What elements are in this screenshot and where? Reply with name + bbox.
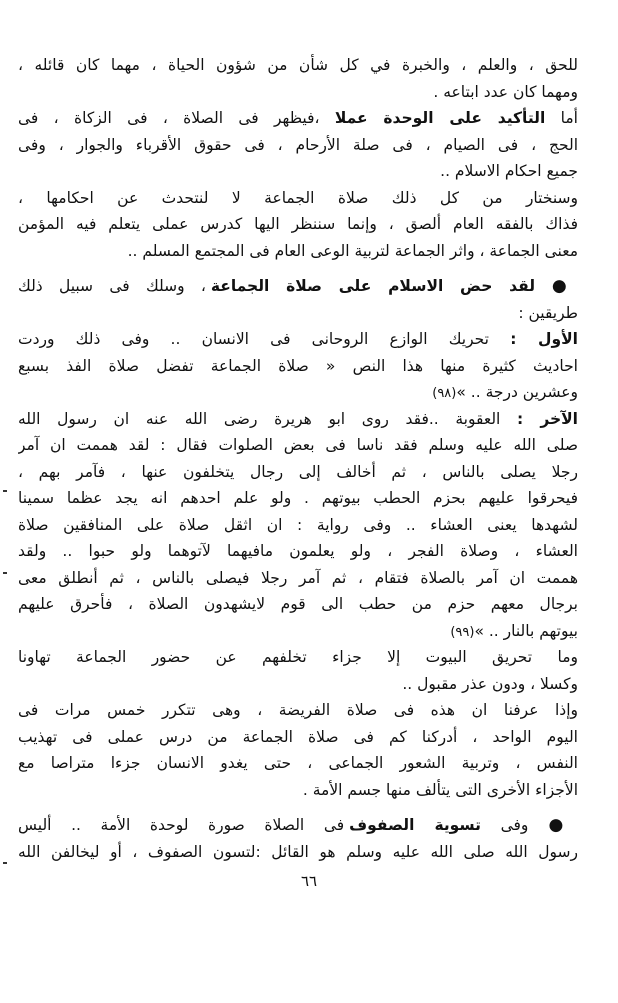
text-line <box>18 459 578 486</box>
line-text: بيوتهم بالنار .. » <box>474 621 578 640</box>
text-line <box>18 812 578 839</box>
line-text: العشاء ، وصلاة الفجر ، ولو يعلمون مافيهما لآتوهما ولو حبوا .. ولقد <box>18 542 578 560</box>
line-text: فيحرقوا عليهم بحزم الحطب بيوتهم . ولو علم احدهم انه يجد عظما سمينا <box>18 489 578 507</box>
line-text: فذاك بالفقه العام ألصق ، وإنما سننظر اليها كدرس عملى يتعلم فيه المؤمن <box>18 215 578 233</box>
text-line <box>18 512 578 539</box>
line-text: رسول الله صلى الله عليه وسلم هو القائل :لتسون الصفوف ، أو ليخالفن الله <box>18 842 578 861</box>
footnote-ref: (٩٨) <box>432 386 457 401</box>
text-line <box>18 724 578 751</box>
line-lead: أما <box>545 109 578 127</box>
bold-heading: الأول : <box>510 330 578 348</box>
line-text: وكسلا ، ودون عذر مقبول .. <box>402 674 578 693</box>
line-text: احاديث كثيرة منها هذا النص « صلاة الجماعة تفضل صلاة الفذ بسبع <box>18 356 578 375</box>
line-text: هممت ان آمر بالصلاة فتقام ، ثم آمر رجلا فيصلى بالناس ، ثم أنطلق معى <box>18 568 578 587</box>
line-text: الحج ، فى الصيام ، فى صلة الأرحام ، فى حقوق الأقرباء والجوار ، وفى <box>18 135 578 154</box>
line-text: فى الصلاة صورة لوحدة الأمة .. أليس <box>18 816 350 834</box>
line-text: النفس ، وتربية الشعور الجماعى ، حتى يغدو الانسان جزءا متراصا مع <box>18 754 578 772</box>
text-line <box>18 538 578 565</box>
line-text: للحق ، والعلم ، والخبرة في كل شأن من شؤون الحياة ، مهما كان قائله ، <box>18 56 578 74</box>
bold-heading: الآخر : <box>517 409 578 428</box>
line-text: ، وسلك فى سبيل ذلك <box>18 277 211 295</box>
text-line <box>18 79 578 106</box>
text-line <box>18 697 578 724</box>
text-line <box>18 485 578 512</box>
text-line <box>18 211 578 238</box>
text-line <box>18 644 578 671</box>
scan-mark <box>3 862 7 864</box>
line-text: معنى الجماعة ، واثر الجماعة لتربية الوعى العام فى المجتمع المسلم .. <box>127 241 578 260</box>
line-text: العقوبة ..فقد روى ابو هريرة رضى الله عنه ان رسول الله <box>18 409 517 428</box>
bold-heading: تسوية الصفوف <box>349 816 481 834</box>
page-body <box>18 52 578 865</box>
line-text: برجال معهم حزم من حطب الى قوم لايشهدون الصلاة ، فأحرق عليهم <box>18 595 578 613</box>
text-line <box>18 591 578 618</box>
text-line <box>18 432 578 459</box>
text-line <box>18 158 578 185</box>
line-text: وسنختار من كل ذلك صلاة الجماعة لا لنتحدث عن احكامها ، <box>18 188 578 207</box>
text-line <box>18 105 578 132</box>
line-text: لشهدها يعنى العشاء .. وفى رواية : ان اثقل صلاة على المنافقين صلاة <box>18 515 578 534</box>
line-text: طريقين : <box>518 303 578 322</box>
text-line <box>18 839 578 866</box>
text-line <box>18 671 578 698</box>
bullet-icon: ● <box>528 815 578 835</box>
text-line <box>18 132 578 159</box>
line-text: الأجزاء الأخرى التى يتألف منها جسم الأمة . <box>302 780 578 799</box>
line-text: ،فيظهر فى الصلاة ، فى الزكاة ، فى <box>18 109 335 127</box>
text-line <box>18 777 578 804</box>
bold-heading: التأكيد على الوحدة عملا <box>334 109 546 127</box>
text-line <box>18 750 578 777</box>
paragraph-gap <box>18 803 578 812</box>
line-lead: وفى <box>480 816 529 834</box>
text-line <box>18 379 578 406</box>
text-line <box>18 273 578 300</box>
footnote-ref: (٩٩) <box>450 624 475 640</box>
bold-heading: لقد حض الاسلام على صلاة الجماعة <box>210 277 536 295</box>
line-text: اليوم الواحد ، أدركنا كم فى صلاة الجماعة من درس عملى فى تهذيب <box>18 727 578 746</box>
line-text: صلى الله عليه وسلم فقد ناسا فى بعض الصلوات فقال : لقد هممت ان آمر <box>18 436 578 454</box>
text-line <box>18 326 578 353</box>
text-line <box>18 618 578 645</box>
line-text: وإذا عرفنا ان هذه فى صلاة الفريضة ، وهى تتكرر خمس مرات فى <box>18 701 578 719</box>
text-line <box>18 406 578 433</box>
line-text: تحريك الوازع الروحانى فى الانسان .. وفى ذلك وردت <box>18 330 511 348</box>
text-line <box>18 300 578 327</box>
line-text: وما تحريق البيوت إلا جزاء تخلفهم عن حضور الجماعة تهاونا <box>18 648 578 666</box>
page-number: ٦٦ <box>300 872 318 890</box>
bullet-icon: ● <box>535 276 578 296</box>
line-text: وعشرين درجة .. » <box>456 383 578 401</box>
text-line <box>18 52 578 79</box>
scan-mark <box>3 490 7 492</box>
text-line <box>18 185 578 212</box>
line-text: رجلا يصلى بالناس ، ثم أخالف إلى رجال يتخلفون عنها ، فآمر بهم ، <box>18 462 578 481</box>
text-line <box>18 238 578 265</box>
text-line <box>18 565 578 592</box>
paragraph-gap <box>18 264 578 273</box>
line-text: جميع احكام الاسلام .. <box>440 162 578 180</box>
scan-mark <box>3 572 7 574</box>
text-line <box>18 353 578 380</box>
line-text: ومهما كان عدد ابتاعه . <box>433 82 578 101</box>
